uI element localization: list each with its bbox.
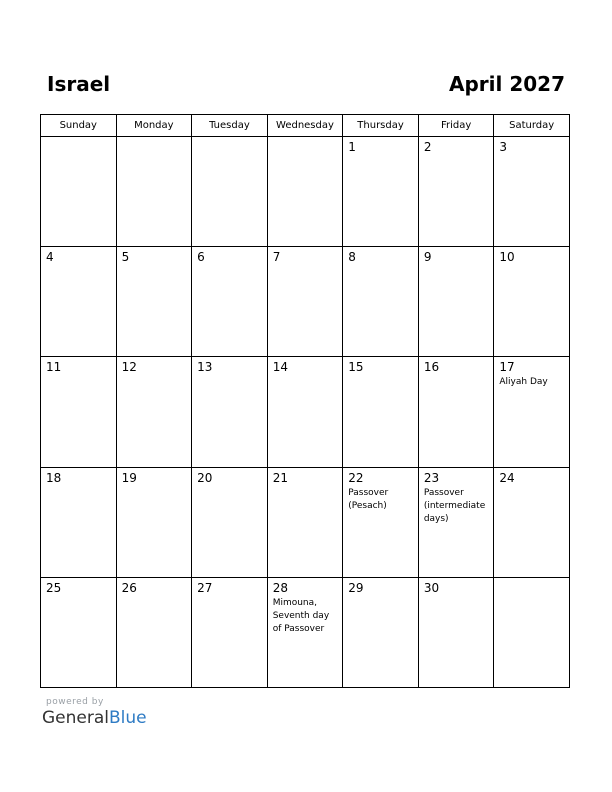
week-row [41, 467, 570, 577]
weekday-tuesday: Tuesday [192, 115, 268, 137]
day-cell [267, 357, 343, 467]
day-cell [41, 247, 117, 357]
holiday-label [494, 154, 569, 156]
week-row [41, 577, 570, 687]
day-cell [494, 357, 570, 467]
weekday-thursday: Thursday [343, 115, 419, 137]
day-cell [41, 137, 117, 247]
day-cell [116, 137, 192, 247]
day-cell [192, 357, 268, 467]
holiday-label [419, 154, 494, 156]
day-number: 21 [272, 470, 288, 485]
holiday-label [117, 485, 192, 487]
holiday-label [41, 595, 116, 597]
logo-general-text: General [42, 708, 109, 728]
holiday-label [41, 264, 116, 266]
holiday-label [419, 595, 494, 597]
day-number: 26 [121, 580, 137, 595]
calendar-body [41, 137, 570, 688]
day-cell [418, 467, 494, 577]
generalblue-logo [42, 708, 147, 728]
holiday-label [192, 140, 267, 142]
day-cell [267, 247, 343, 357]
day-number: 30 [423, 580, 440, 595]
calendar-grid [40, 114, 570, 688]
day-number: 16 [423, 360, 440, 375]
holiday-label [192, 595, 267, 597]
day-number: 4 [46, 250, 54, 265]
day-cell [116, 247, 192, 357]
day-cell [267, 577, 343, 687]
powered-by-label: powered by [46, 697, 104, 707]
holiday-label [117, 595, 192, 597]
holiday-label [192, 374, 267, 376]
day-number: 20 [197, 470, 213, 485]
week-row [41, 357, 570, 467]
day-number: 27 [197, 580, 213, 595]
day-number: 24 [499, 470, 515, 485]
holiday-label [192, 264, 267, 266]
holiday-label [117, 374, 192, 376]
day-number: 28 [272, 580, 288, 595]
day-cell [494, 467, 570, 577]
holiday-label [192, 485, 267, 487]
holiday-label [268, 374, 343, 376]
day-cell [494, 137, 570, 247]
day-number: 2 [423, 140, 432, 154]
day-number: 9 [423, 250, 432, 265]
day-number: 18 [46, 470, 62, 485]
day-cell [192, 137, 268, 247]
day-cell [494, 577, 570, 687]
day-number: 25 [46, 580, 62, 595]
holiday-label [268, 264, 343, 266]
holiday-label [494, 264, 569, 266]
weekday-friday: Friday [418, 115, 494, 137]
day-number: 10 [499, 250, 515, 265]
weekday-monday: Monday [116, 115, 192, 137]
weekday-header-row [41, 115, 570, 137]
day-cell [267, 467, 343, 577]
holiday-label: Mimouna, Seventh day of Passover [272, 597, 330, 634]
day-number: 3 [499, 140, 508, 154]
holiday-label [343, 374, 418, 376]
day-cell [192, 577, 268, 687]
day-number: 17 [499, 360, 515, 375]
holiday-label: Aliyah Day [499, 377, 548, 388]
day-number: 15 [348, 360, 364, 375]
holiday-label [419, 374, 494, 376]
day-number: 6 [197, 250, 205, 265]
holiday-label: Passover (intermediate days) [423, 487, 486, 524]
day-cell [41, 467, 117, 577]
holiday-label [343, 595, 418, 597]
day-cell [343, 357, 419, 467]
day-cell [343, 467, 419, 577]
holiday-label [41, 140, 116, 142]
day-cell [41, 577, 117, 687]
holiday-label [41, 374, 116, 376]
day-number: 12 [121, 360, 137, 375]
day-number: 13 [197, 360, 213, 375]
country-title: Israel [47, 72, 111, 96]
day-cell [494, 247, 570, 357]
day-cell [267, 137, 343, 247]
day-number: 8 [348, 250, 356, 265]
holiday-label [419, 264, 494, 266]
day-cell [116, 357, 192, 467]
holiday-label [343, 154, 418, 156]
month-year-title: April 2027 [449, 72, 565, 96]
holiday-label [494, 581, 569, 583]
logo-blue-text: Blue [109, 708, 147, 728]
day-cell [192, 247, 268, 357]
day-number: 14 [272, 360, 288, 375]
holiday-label [117, 264, 192, 266]
day-cell [116, 467, 192, 577]
day-number: 11 [46, 360, 62, 375]
day-cell [418, 247, 494, 357]
day-cell [192, 467, 268, 577]
day-number: 1 [348, 140, 356, 154]
day-cell [418, 137, 494, 247]
holiday-label [117, 140, 192, 142]
day-cell [343, 247, 419, 357]
weekday-sunday: Sunday [41, 115, 117, 137]
day-number: 5 [121, 250, 130, 265]
day-number: 23 [423, 470, 440, 485]
holiday-label [41, 485, 116, 487]
day-number: 19 [121, 470, 137, 485]
week-row [41, 247, 570, 357]
day-cell [418, 357, 494, 467]
day-cell [343, 577, 419, 687]
holiday-label [268, 485, 343, 487]
holiday-label [343, 264, 418, 266]
holiday-label [268, 140, 343, 142]
weekday-wednesday: Wednesday [267, 115, 343, 137]
day-cell [41, 357, 117, 467]
weekday-saturday: Saturday [494, 115, 570, 137]
day-number: 22 [348, 470, 364, 485]
brand-footer [42, 697, 147, 728]
day-cell [343, 137, 419, 247]
day-number: 7 [272, 250, 281, 265]
holiday-label [494, 485, 569, 487]
day-number: 29 [348, 580, 364, 595]
week-row [41, 137, 570, 247]
holiday-label: Passover (Pesach) [348, 487, 389, 511]
day-cell [418, 577, 494, 687]
day-cell [116, 577, 192, 687]
